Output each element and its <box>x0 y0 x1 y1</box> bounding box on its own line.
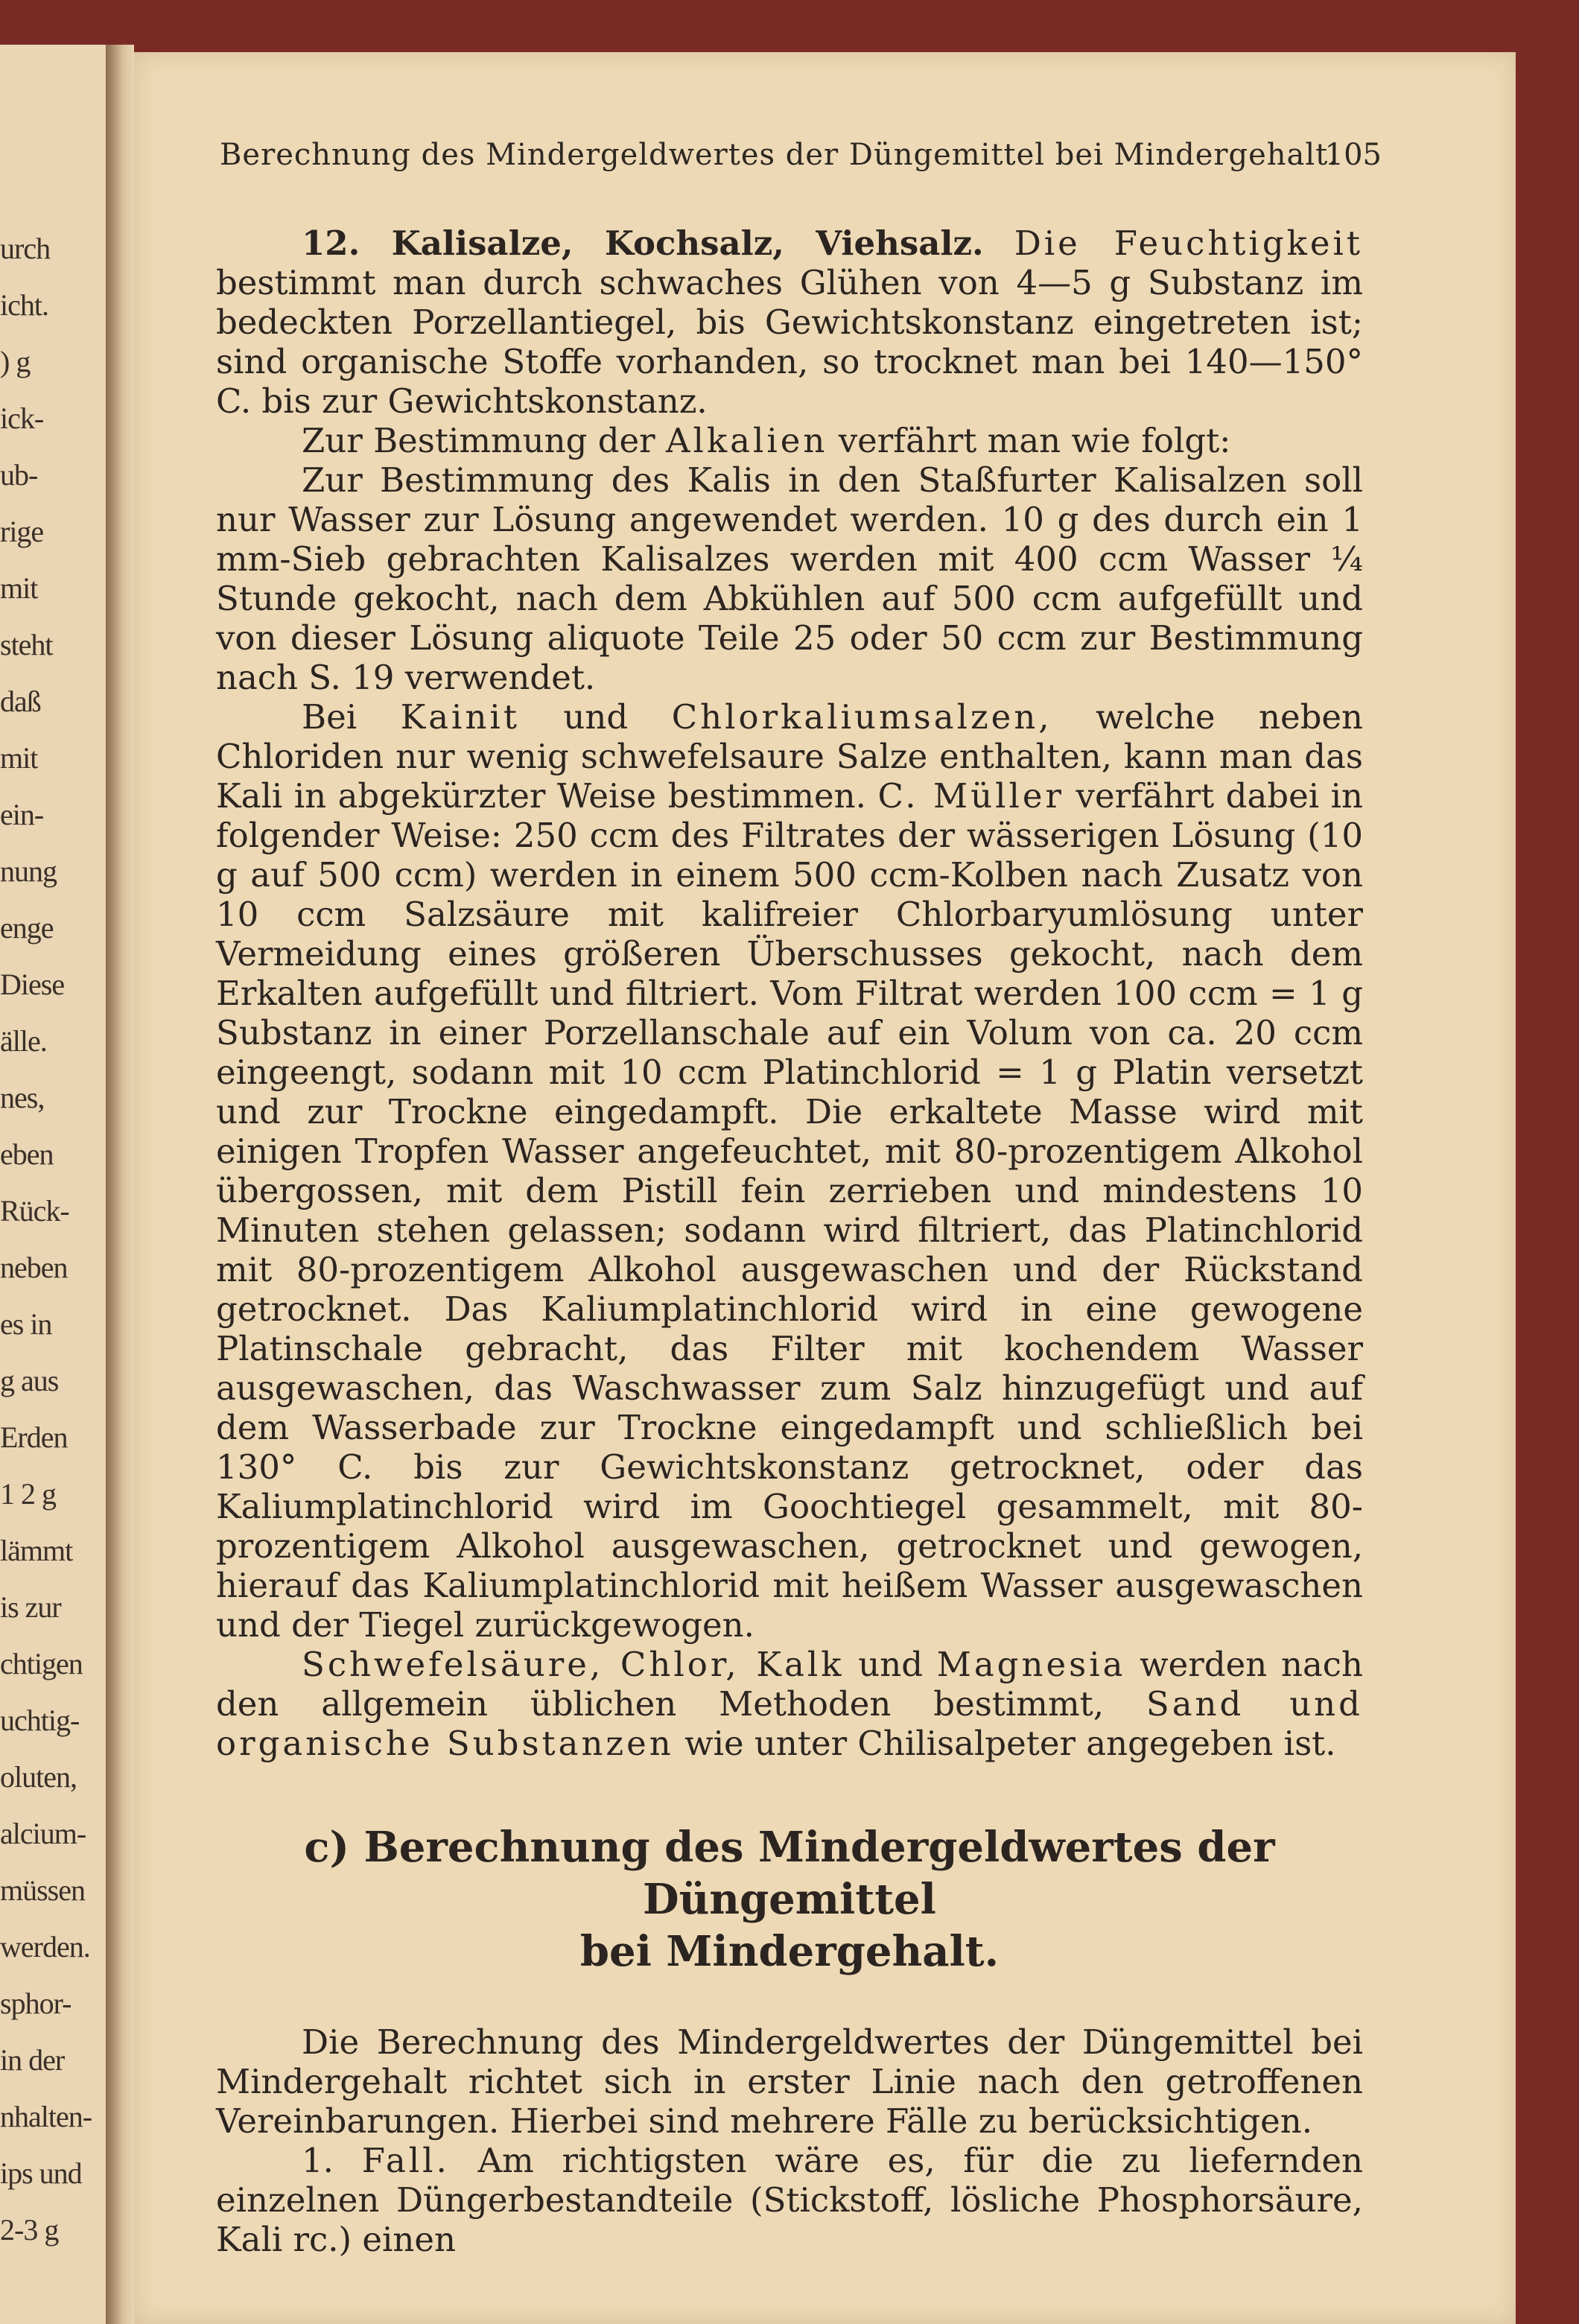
facing-page-fragment: g aus <box>0 1364 59 1397</box>
facing-page-fragment: in der <box>0 2043 65 2077</box>
paragraph-text: werden nach den allgemein üblichen Methoden bestimmt, <box>216 1645 1363 1724</box>
spaced-term: Kainit <box>400 697 520 737</box>
facing-page-fragment: enge <box>0 911 54 944</box>
facing-page-fragment: ips und <box>0 2156 82 2190</box>
facing-page-fragment: mit <box>0 741 38 775</box>
facing-page-fragment: werden. <box>0 1930 90 1963</box>
facing-page-fragment: neben <box>0 1251 68 1284</box>
facing-page-fragment: icht. <box>0 288 48 322</box>
facing-page-fragment: is zur <box>0 1590 61 1624</box>
facing-page-fragment: nes, <box>0 1081 45 1114</box>
facing-page-fragment: eben <box>0 1137 54 1171</box>
facing-page-fragment: Erden <box>0 1420 68 1454</box>
paragraph-text: und <box>858 1645 924 1684</box>
facing-page-fragment: 1 2 g <box>0 1477 56 1511</box>
facing-page-fragment: ick- <box>0 401 44 435</box>
facing-page-fragment: uchtig- <box>0 1704 80 1737</box>
facing-page-fragment: älle. <box>0 1024 47 1058</box>
paragraph-text: 1. <box>302 2141 334 2180</box>
section-title-line: c) Berechnung des Mindergeldwertes der Düngemittel <box>304 1823 1275 1924</box>
paragraph-text: bestimmt man durch schwaches Glühen von 4—5 g Substanz im bedeckten Porzellantiegel, bis Gewichtskonstanz eingetreten ist; sind organische Stoffe vorhanden, so trocknet man bei 140—150° C. bis zur Gewichtskonstanz. <box>216 263 1363 421</box>
paragraph-alkalien <box>216 421 1363 460</box>
paragraph-kalisalze <box>216 223 1363 421</box>
paragraph-fall-1 <box>216 2141 1363 2259</box>
paragraph-text: Am richtigsten wäre es, für die zu liefernden einzelnen Düngerbestandteile (Stickstoff, lösliche Phosphorsäure, Kali rc.) einen <box>216 2141 1363 2259</box>
spaced-term: Chlorkaliumsalzen, <box>671 697 1052 737</box>
facing-page-fragment: rige <box>0 515 44 548</box>
facing-page-fragment: lämmt <box>0 1534 73 1567</box>
paragraph-text: Zur Bestimmung der <box>302 421 655 460</box>
paragraph-text: verfährt dabei in folgender Weise: 250 ccm des Filtrates der wässerigen Lösung (10 g auf 500 ccm) werden in einem 500 ccm-Kolben nach Zusatz von 10 ccm Salzsäure mit kalifreier Chlorbaryumlösung unter Vermeidung eines größeren Überschusses gekocht, nach dem Erkalten aufgefüllt und filtriert. Vom Filtrat werden 100 ccm = 1 g Substanz in einer Porzellanschale auf ein Volum von ca. 20 ccm eingeengt, sodann mit 10 ccm Platinchlorid = 1 g Platin versetzt und zur Trockne eingedampft. Die erkaltete Masse wird mit einigen Tropfen Wasser angefeuchtet, mit 80-prozentigem Alkohol übergossen, mit dem Pistill fein zerrieben und mindestens 10 Minuten stehen gelassen; sodann wird filtriert, das Platinchlorid mit 80-prozentigem Alkohol ausgewaschen und der Rückstand getrocknet. Das Kaliumplatinchlorid wird in eine gewogene Platinschale gebracht, das Filter mit kochendem Wasser ausgewaschen, das Waschwasser zum Salz hinzugefügt und auf dem Wasserbade zur Trockne eingedampft und schließlich bei 130° C. bis zur Gewichtskonstanz getrocknet, oder das Kaliumplatinchlorid wird im Goochtiegel gesammelt, mit 80-prozentigem Alkohol ausgewaschen, getrocknet und gewogen, hierauf das Kaliumplatinchlorid mit heißem Wasser ausgewaschen und der Tiegel zurückgewogen. <box>216 776 1363 1645</box>
spaced-term: Die Feuchtigkeit <box>1014 223 1363 263</box>
facing-page-fragment: nung <box>0 854 57 888</box>
spaced-term: Sand und organische Substanzen <box>216 1684 1363 1763</box>
facing-page-fragment: nhalten- <box>0 2100 92 2133</box>
facing-page-fragment: Rück- <box>0 1194 69 1228</box>
book-gutter <box>106 45 134 2324</box>
facing-page-fragment: chtigen <box>0 1647 83 1680</box>
facing-page-fragment: 2-3 g <box>0 2213 59 2247</box>
facing-page-fragment: ub- <box>0 458 38 492</box>
facing-page-fragment: es in <box>0 1307 52 1341</box>
paragraph-text: welche neben Chloriden nur wenig schwefelsaure Salze enthalten, kann man das Kali in abgekürzter Weise bestimmen. <box>216 697 1364 816</box>
facing-page-fragment: sphor- <box>0 1987 72 2020</box>
paragraph-text: verfährt man wie folgt: <box>838 421 1231 460</box>
section-title <box>216 1821 1363 1978</box>
spaced-term: Magnesia <box>936 1645 1126 1684</box>
facing-page-fragment: alcium- <box>0 1817 86 1850</box>
section-title-line: bei Mindergehalt. <box>579 1927 1000 1976</box>
facing-page-fragment: ) g <box>0 345 31 378</box>
spaced-term: C. Müller <box>877 776 1065 816</box>
spaced-term: Schwefelsäure, Chlor, Kalk <box>302 1645 845 1684</box>
spaced-term: Alkalien <box>666 421 828 460</box>
page-body <box>216 223 1363 2259</box>
paragraph-text: und <box>563 697 629 737</box>
page-number: 105 <box>1324 138 1382 172</box>
facing-page-fragment: urch <box>0 232 51 265</box>
paragraph-text: Bei <box>302 697 358 737</box>
paragraph-schwefelsaeure <box>216 1645 1363 1763</box>
facing-page-fragment: ein- <box>0 798 44 831</box>
paragraph-kainit <box>216 697 1363 1645</box>
facing-page-fragment: steht <box>0 628 53 661</box>
spaced-term: Fall. <box>361 2141 450 2180</box>
facing-page-fragment: Diese <box>0 968 65 1001</box>
facing-page-edge <box>0 45 107 2324</box>
paragraph-text: wie unter Chilisalpeter angegeben ist. <box>684 1724 1336 1763</box>
book-page <box>134 52 1516 2324</box>
facing-page-fragment: müssen <box>0 1873 85 1907</box>
facing-page-fragment: oluten, <box>0 1760 77 1794</box>
facing-page-fragment: mit <box>0 571 38 605</box>
facing-page-fragment: daß <box>0 685 41 718</box>
paragraph-berechnung: Die Berechnung des Mindergeldwertes der Düngemittel bei Mindergehalt richtet sich in erster Linie nach den getroffenen Vereinbarungen. Hierbei sind mehrere Fälle zu berücksichtigen. <box>216 2022 1363 2141</box>
running-head: Berechnung des Mindergeldwertes der Düngemittel bei Mindergehalt. <box>220 138 1338 172</box>
paragraph-kali-bestimmung: Zur Bestimmung des Kalis in den Staßfurter Kalisalzen soll nur Wasser zur Lösung angewendet werden. 10 g des durch ein 1 mm-Sieb gebrachten Kalisalzes werden mit 400 ccm Wasser ¼ Stunde gekocht, nach dem Abkühlen auf 500 ccm aufgefüllt und von dieser Lösung aliquote Teile 25 oder 50 ccm zur Bestimmung nach S. 19 verwendet. <box>216 460 1363 697</box>
subsection-heading: 12. Kalisalze, Kochsalz, Viehsalz. <box>302 223 984 263</box>
